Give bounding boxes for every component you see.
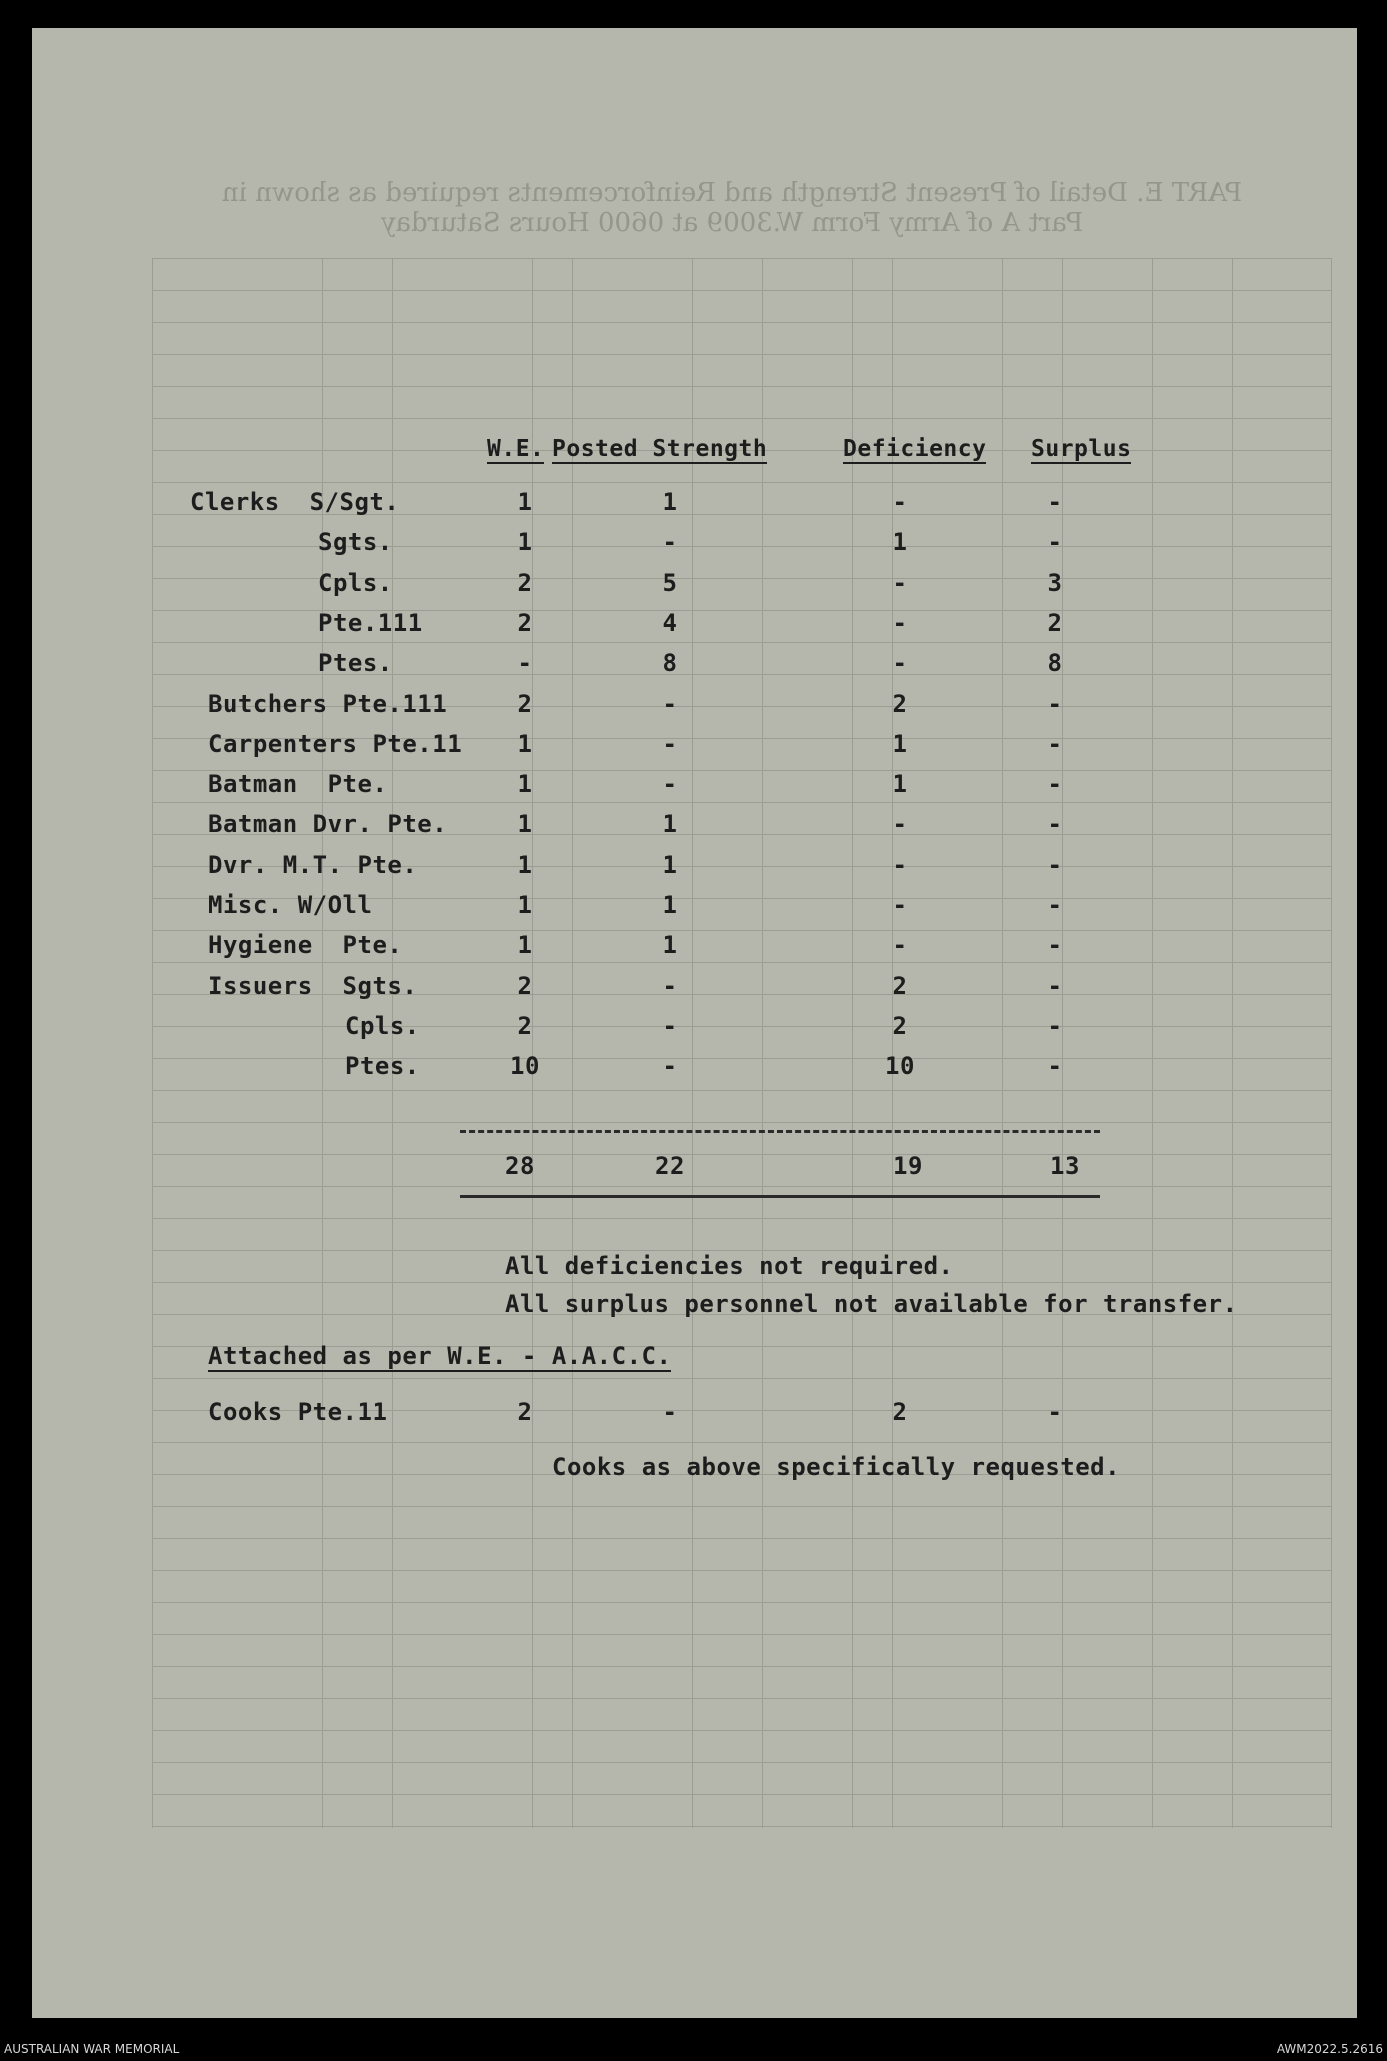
attached-row-label: Cooks Pte.11 (208, 1398, 388, 1426)
row-surplus: - (1047, 1052, 1063, 1080)
ghost-row-line (152, 1282, 1332, 1283)
ghost-row-line (152, 1026, 1332, 1027)
row-surplus: - (1047, 972, 1063, 1000)
row-label: Batman Pte. (208, 770, 388, 798)
ghost-row-line (152, 1506, 1332, 1507)
ghost-row-line (152, 1250, 1332, 1251)
row-we: 1 (517, 931, 533, 959)
ghost-column-line (1152, 258, 1153, 1828)
row-deficiency: 1 (892, 528, 908, 556)
row-surplus: - (1047, 1012, 1063, 1040)
row-surplus: - (1047, 931, 1063, 959)
row-posted: 1 (662, 810, 678, 838)
document-sheet (32, 28, 1357, 2018)
row-posted: 1 (662, 891, 678, 919)
row-label: Batman Dvr. Pte. (208, 810, 448, 838)
row-we: 1 (517, 770, 533, 798)
header-surplus: Surplus (1031, 436, 1132, 462)
attached-row-we: 2 (517, 1398, 533, 1426)
row-we: - (517, 649, 533, 677)
row-we: 10 (510, 1052, 540, 1080)
ghost-column-line (852, 258, 853, 1828)
row-label: Butchers Pte.111 (208, 690, 448, 718)
row-deficiency: - (892, 810, 908, 838)
row-deficiency: - (892, 931, 908, 959)
row-surplus: - (1047, 770, 1063, 798)
row-surplus: - (1047, 810, 1063, 838)
ghost-row-line (152, 642, 1332, 643)
footer-right: AWM2022.5.2616 (1276, 2042, 1383, 2056)
row-posted: - (662, 730, 678, 758)
row-deficiency: 10 (885, 1052, 915, 1080)
row-label: Cpls. (345, 1012, 420, 1040)
ghost-row-line (152, 1378, 1332, 1379)
row-label: Misc. W/Oll (208, 891, 373, 919)
ghost-row-line (152, 1698, 1332, 1699)
ghost-row-line (152, 1762, 1332, 1763)
attached-heading: Attached as per W.E. - A.A.C.C. (208, 1342, 672, 1370)
row-deficiency: - (892, 891, 908, 919)
row-label: Issuers Sgts. (208, 972, 418, 1000)
ghost-row-line (152, 1570, 1332, 1571)
ghost-column-line (1232, 258, 1233, 1828)
totals-rule-top (460, 1130, 1100, 1133)
ghost-row-line (152, 1794, 1332, 1795)
row-we: 2 (517, 690, 533, 718)
ghost-row-line (152, 962, 1332, 963)
row-posted: 1 (662, 931, 678, 959)
row-deficiency: - (892, 609, 908, 637)
row-we: 2 (517, 609, 533, 637)
ghost-row-line (152, 322, 1332, 323)
row-we: 1 (517, 891, 533, 919)
ghost-row-line (152, 1090, 1332, 1091)
ghost-row-line (152, 1602, 1332, 1603)
row-posted: 5 (662, 569, 678, 597)
row-posted: - (662, 1052, 678, 1080)
header-deficiency: Deficiency (843, 436, 987, 462)
ghost-row-line (152, 418, 1332, 419)
row-posted: - (662, 1012, 678, 1040)
ghost-row-line (152, 1538, 1332, 1539)
row-deficiency: 1 (892, 730, 908, 758)
row-surplus: - (1047, 528, 1063, 556)
row-deficiency: - (892, 851, 908, 879)
row-deficiency: 2 (892, 1012, 908, 1040)
footer-strip (0, 2036, 1387, 2061)
row-surplus: - (1047, 690, 1063, 718)
row-label: Clerks S/Sgt. (190, 488, 400, 516)
ghost-row-line (152, 1154, 1332, 1155)
ghost-row-line (152, 1826, 1332, 1827)
ghost-row-line (152, 1442, 1332, 1443)
row-we: 2 (517, 972, 533, 1000)
ghost-row-line (152, 1666, 1332, 1667)
attached-row-surplus: - (1047, 1398, 1063, 1426)
cooks-note: Cooks as above specifically requested. (552, 1453, 1121, 1481)
row-deficiency: - (892, 569, 908, 597)
row-posted: - (662, 690, 678, 718)
row-deficiency: - (892, 649, 908, 677)
ghost-row-line (152, 1186, 1332, 1187)
row-deficiency: 2 (892, 690, 908, 718)
ghost-row-line (152, 290, 1332, 291)
row-we: 1 (517, 730, 533, 758)
ghost-column-line (762, 258, 763, 1828)
row-posted: 4 (662, 609, 678, 637)
footer-left: AUSTRALIAN WAR MEMORIAL (4, 2042, 180, 2056)
row-we: 1 (517, 851, 533, 879)
ghost-column-line (152, 258, 153, 1828)
row-we: 1 (517, 810, 533, 838)
totals-rule-bottom (460, 1195, 1100, 1198)
attached-row-posted: - (662, 1398, 678, 1426)
header-we: W.E. (487, 436, 545, 462)
row-posted: - (662, 972, 678, 1000)
row-label: Carpenters Pte.11 (208, 730, 463, 758)
row-deficiency: - (892, 488, 908, 516)
row-label: Ptes. (318, 649, 393, 677)
row-surplus: 2 (1047, 609, 1063, 637)
row-surplus: 3 (1047, 569, 1063, 597)
ghost-row-line (152, 1058, 1332, 1059)
row-posted: 1 (662, 488, 678, 516)
attached-row-deficiency: 2 (892, 1398, 908, 1426)
row-posted: 1 (662, 851, 678, 879)
row-surplus: - (1047, 891, 1063, 919)
row-surplus: 8 (1047, 649, 1063, 677)
row-posted: - (662, 770, 678, 798)
row-label: Dvr. M.T. Pte. (208, 851, 418, 879)
header-posted-strength: Posted Strength (552, 436, 768, 462)
row-we: 1 (517, 528, 533, 556)
ghost-row-line (152, 1218, 1332, 1219)
ghost-row-line (152, 802, 1332, 803)
ghost-row-line (152, 386, 1332, 387)
row-label: Sgts. (318, 528, 393, 556)
row-label: Hygiene Pte. (208, 931, 403, 959)
row-posted: - (662, 528, 678, 556)
ghost-column-line (692, 258, 693, 1828)
total-deficiency: 19 (893, 1152, 923, 1180)
note-deficiencies: All deficiencies not required. (505, 1252, 954, 1280)
row-label: Pte.111 (318, 609, 423, 637)
ghost-row-line (152, 354, 1332, 355)
ghost-column-line (1331, 258, 1332, 1828)
total-surplus: 13 (1050, 1152, 1080, 1180)
total-we: 28 (505, 1152, 535, 1180)
total-posted: 22 (655, 1152, 685, 1180)
ghost-row-line (152, 482, 1332, 483)
row-surplus: - (1047, 488, 1063, 516)
ghost-row-line (152, 258, 1332, 259)
ghost-row-line (152, 1122, 1332, 1123)
ghost-row-line (152, 1634, 1332, 1635)
row-label: Ptes. (345, 1052, 420, 1080)
row-surplus: - (1047, 730, 1063, 758)
bleed-through-title: PART E. Detail of Present Strength and Reinforcements required as shown in Part A of Army Form W.3009 at 0600 Hours Saturday (221, 178, 1243, 238)
row-we: 2 (517, 569, 533, 597)
row-deficiency: 2 (892, 972, 908, 1000)
ghost-column-line (572, 258, 573, 1828)
row-surplus: - (1047, 851, 1063, 879)
row-we: 1 (517, 488, 533, 516)
note-surplus: All surplus personnel not available for transfer. (505, 1290, 1238, 1318)
row-posted: 8 (662, 649, 678, 677)
ghost-column-line (1002, 258, 1003, 1828)
row-we: 2 (517, 1012, 533, 1040)
row-deficiency: 1 (892, 770, 908, 798)
row-label: Cpls. (318, 569, 393, 597)
ghost-row-line (152, 1730, 1332, 1731)
